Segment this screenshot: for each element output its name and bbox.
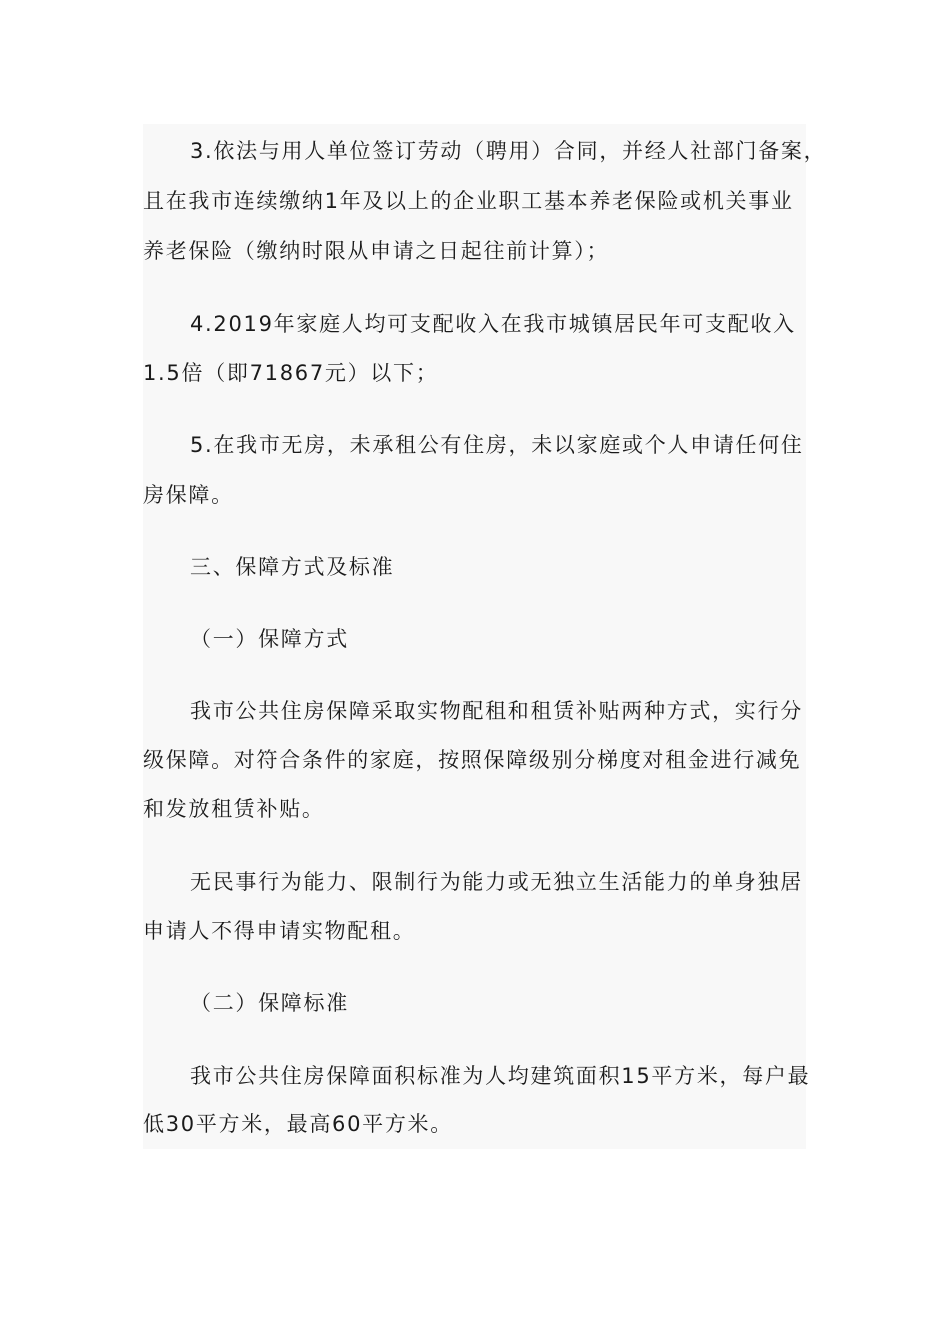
paragraph-6-line-1: 我市公共住房保障采取实物配租和租赁补贴两种方式，实行分 [190,699,803,723]
paragraph-3-line-2: 房保障。 [143,483,234,507]
paragraph-3-line-1: 5.在我市无房，未承租公有住房，未以家庭或个人申请任何住 [190,433,804,457]
paragraph-1-line-3: 养老保险（缴纳时限从申请之日起往前计算）； [143,239,610,263]
paragraph-6-line-2: 级保障。对符合条件的家庭，按照保障级别分梯度对租金进行减免 [143,748,802,772]
document-body [143,124,827,1149]
paragraph-6-line-3: 和发放租赁补贴。 [143,797,325,821]
paragraph-1-line-1: 3.依法与用人单位签订劳动（聘用）合同，并经人社部门备案， [190,139,827,163]
paragraph-2-line-1: 4.2019年家庭人均可支配收入在我市城镇居民年可支配收入 [190,312,796,336]
paragraph-2-line-2: 1.5倍（即71867元）以下； [143,361,439,385]
subheading-1: （一）保障方式 [190,627,349,651]
paragraph-7-line-1: 无民事行为能力、限制行为能力或无独立生活能力的单身独居 [190,870,803,894]
paragraph-7-line-2: 申请人不得申请实物配租。 [143,919,416,943]
paragraph-1-line-2: 且在我市连续缴纳1年及以上的企业职工基本养老保险或机关事业 [143,189,794,213]
paragraph-9-line-2: 低30平方米，最高60平方米。 [143,1112,453,1136]
subheading-2: （二）保障标准 [190,991,349,1015]
section-heading-3: 三、保障方式及标准 [190,555,395,579]
paragraph-9-line-1: 我市公共住房保障面积标准为人均建筑面积15平方米，每户最 [190,1064,811,1088]
